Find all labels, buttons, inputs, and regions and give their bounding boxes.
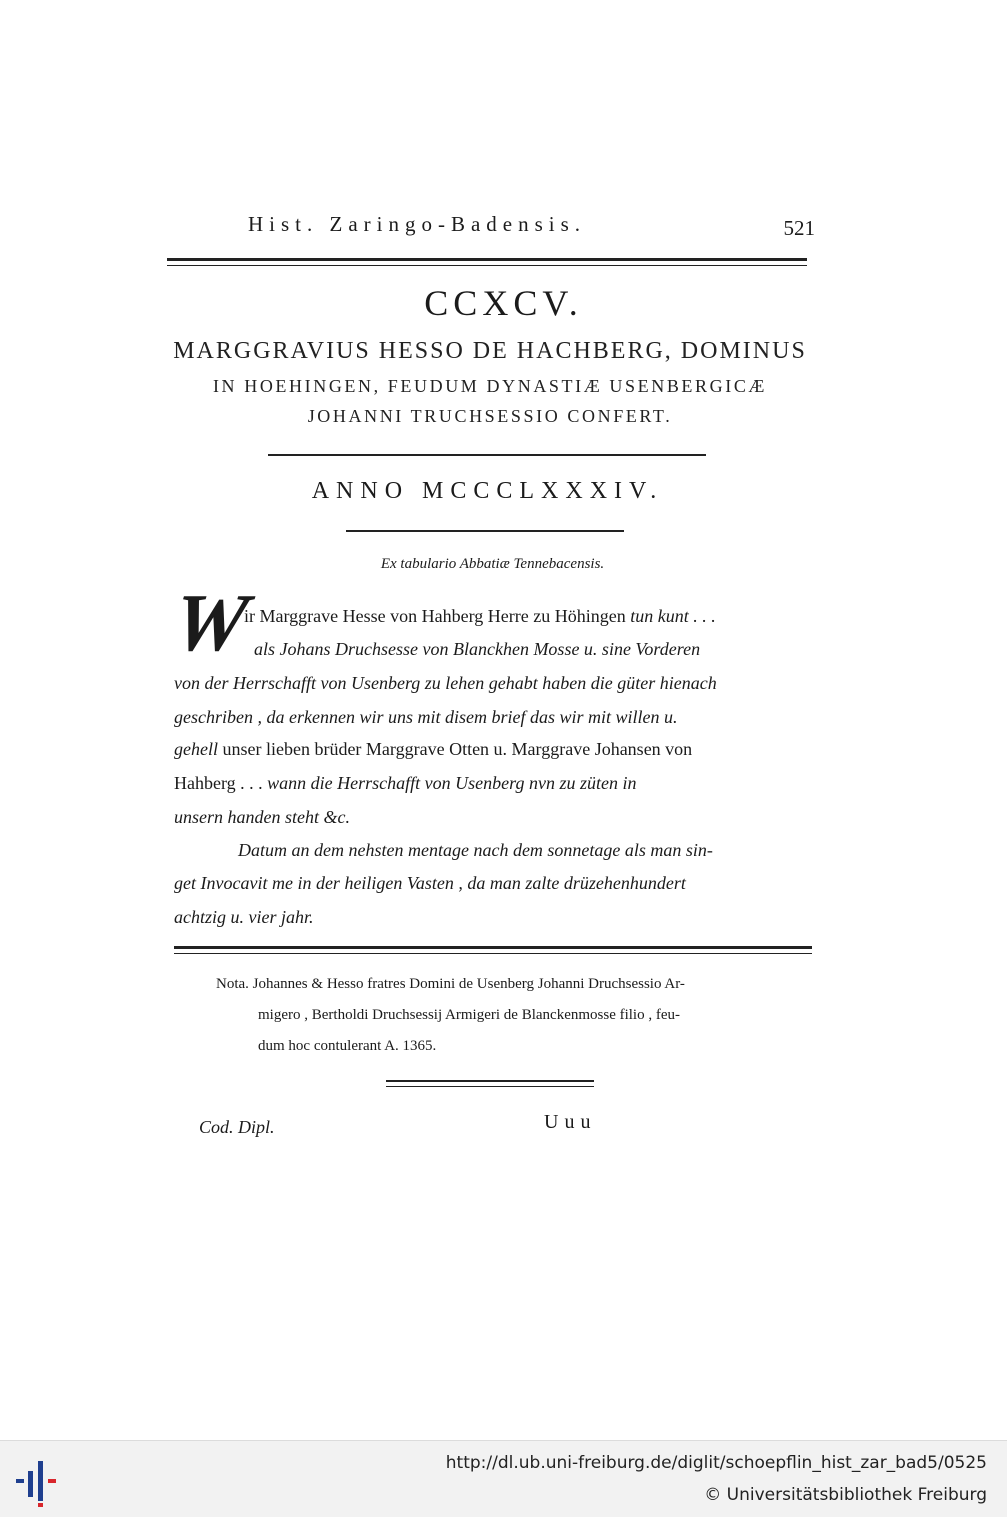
running-title: Hist. Zaringo-Badensis. bbox=[248, 212, 587, 236]
charter-line-1-italic: tun kunt . . . bbox=[630, 606, 716, 626]
nota-line-2: migero , Bertholdi Druchsessij Armigeri de Blanckenmosse filio , feu- bbox=[258, 1007, 680, 1023]
charter-line-5-text: unser lieben brüder Marggrave Otten u. Marggrave Johansen von bbox=[222, 739, 693, 759]
charter-line-6-text: Hahberg . . . bbox=[174, 773, 263, 793]
chapter-number: CCXCV. bbox=[424, 283, 583, 323]
ub-freiburg-logo-icon[interactable] bbox=[14, 1453, 66, 1509]
catchword-cod-dipl: Cod. Dipl. bbox=[199, 1117, 275, 1137]
charter-line-6 bbox=[174, 773, 636, 794]
viewer-footer bbox=[0, 1440, 1007, 1517]
source-note: Ex tabulario Abbatiæ Tennebacensis. bbox=[380, 556, 605, 572]
charter-line-2: als Johans Druchsesse von Blanckhen Mosse u. sine Vorderen bbox=[254, 639, 701, 659]
charter-line-9: get Invocavit me in der heiligen Vasten , da man zalte drüzehenhundert bbox=[174, 873, 686, 893]
charter-line-10: achtzig u. vier jahr. bbox=[174, 907, 314, 927]
nota-line-3: dum hoc contulerant A. 1365. bbox=[258, 1038, 437, 1054]
header-rule-thin bbox=[167, 265, 807, 266]
drop-cap: W bbox=[167, 577, 254, 668]
charter-end-rule-thin bbox=[174, 953, 812, 954]
charter-line-4: geschriben , da erkennen wir uns mit disem brief das wir mit willen u. bbox=[174, 707, 678, 727]
year-rule bbox=[346, 530, 624, 532]
nota-rule-thin bbox=[386, 1086, 594, 1087]
signature-mark: Uuu bbox=[544, 1111, 597, 1133]
header-rule-thick bbox=[167, 258, 807, 261]
charter-line-3: von der Herrschafft von Usenberg zu lehen gehabt haben die güter hienach bbox=[174, 673, 717, 693]
charter-line-1 bbox=[244, 606, 716, 627]
charter-line-7: unsern handen steht &c. bbox=[174, 807, 350, 827]
page-number: 521 bbox=[783, 216, 815, 240]
charter-end-rule bbox=[174, 946, 812, 949]
chapter-title-line-2: IN HOEHINGEN, FEUDUM DYNASTIÆ USENBERGICÆ bbox=[212, 376, 768, 396]
chapter-title-line-1: MARGGRAVIUS HESSO DE HACHBERG, DOMINUS bbox=[173, 338, 807, 364]
charter-line-8: Datum an dem nehsten mentage nach dem sonnetage als man sin- bbox=[238, 840, 713, 860]
copyright-text: © Universitätsbibliothek Freiburg bbox=[704, 1485, 987, 1505]
title-rule bbox=[268, 454, 706, 456]
year-heading: ANNO MCCCLXXXIV. bbox=[311, 478, 664, 504]
charter-line-5-italic: gehell bbox=[174, 739, 218, 759]
charter-line-6-italic: wann die Herrschafft von Usenberg nvn zu züten in bbox=[267, 773, 637, 793]
document-url-link[interactable]: http://dl.ub.uni-freiburg.de/diglit/schoepflin_hist_zar_bad5/0525 bbox=[445, 1453, 987, 1473]
nota-line-1: Nota. Johannes & Hesso fratres Domini de Usenberg Johanni Druchsessio Ar- bbox=[216, 976, 685, 992]
charter-line-5 bbox=[174, 739, 692, 760]
charter-line-1-text: ir Marggrave Hesse von Hahberg Herre zu Höhingen bbox=[244, 606, 626, 626]
chapter-title-line-3: JOHANNI TRUCHSESSIO CONFERT. bbox=[307, 406, 673, 426]
nota-rule bbox=[386, 1080, 594, 1082]
